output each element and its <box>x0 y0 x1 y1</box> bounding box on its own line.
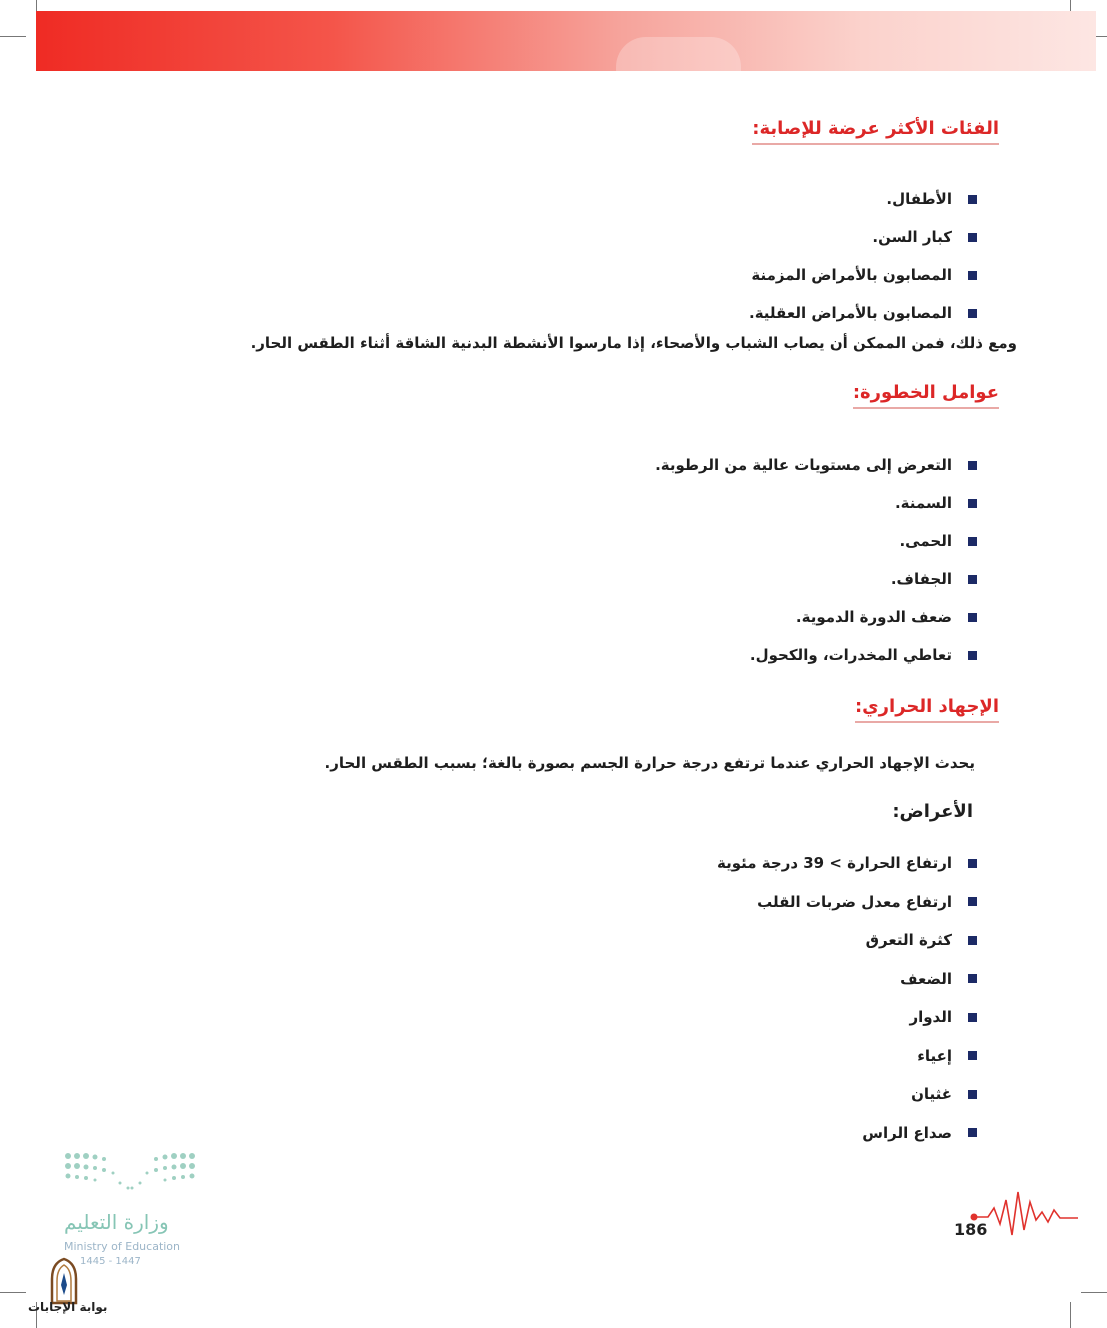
crop-mark <box>0 36 26 37</box>
ministry-name-english: Ministry of Education <box>64 1240 181 1253</box>
section-vulnerable-groups <box>199 118 1017 354</box>
main-content <box>199 118 1017 1152</box>
list-item: ارتفاع معدل ضربات القلب <box>199 883 999 922</box>
list-item: المصابون بالأمراض المزمنة <box>199 256 999 294</box>
site-label: بوابة الإجابات <box>28 1300 108 1314</box>
list-item: ارتفاع الحرارة > 39 درجة مئوية <box>199 844 999 883</box>
list-item: الجفاف. <box>199 560 999 598</box>
square-bullet-icon <box>968 897 977 906</box>
list-item: السمنة. <box>199 484 999 522</box>
list-item: الأطفال. <box>199 180 999 218</box>
list-item: صداع الراس <box>199 1114 999 1153</box>
list-item: الدوار <box>199 998 999 1037</box>
ministry-name-arabic: وزارة التعليم <box>64 1210 169 1234</box>
list-item: المصابون بالأمراض العقلية. <box>199 294 999 332</box>
square-bullet-icon <box>968 859 977 868</box>
list-item: تعاطي المخدرات، والكحول. <box>199 636 999 674</box>
square-bullet-icon <box>968 233 977 242</box>
list-item: ضعف الدورة الدموية. <box>199 598 999 636</box>
square-bullet-icon <box>968 499 977 508</box>
page-number: 186 <box>954 1220 988 1239</box>
symptoms-heading: الأعراض: <box>892 800 973 822</box>
bullet-list <box>199 844 999 1152</box>
heartbeat-pulse-icon <box>968 1190 1080 1245</box>
square-bullet-icon <box>968 1128 977 1137</box>
square-bullet-icon <box>968 936 977 945</box>
square-bullet-icon <box>968 1051 977 1060</box>
section-heading: الإجهاد الحراري: <box>855 696 999 723</box>
square-bullet-icon <box>968 1013 977 1022</box>
header-banner <box>36 11 1096 71</box>
ministry-logo <box>60 1150 205 1270</box>
ministry-dots-icon <box>60 1150 200 1195</box>
list-item: كثرة التعرق <box>199 921 999 960</box>
definition-paragraph: يحدث الإجهاد الحراري عندما ترتفع درجة حرارة الجسم بصورة بالغة؛ بسبب الطقس الحار. <box>324 754 975 772</box>
square-bullet-icon <box>968 613 977 622</box>
crop-mark <box>1081 1292 1107 1293</box>
square-bullet-icon <box>968 461 977 470</box>
section-heading: عوامل الخطورة: <box>853 382 999 409</box>
square-bullet-icon <box>968 271 977 280</box>
section-risk-factors <box>199 382 999 674</box>
ministry-years: 1445 - 1447 <box>80 1256 141 1267</box>
site-lantern-icon <box>28 1255 100 1305</box>
list-item: غثيان <box>199 1075 999 1114</box>
bullet-list <box>199 180 999 332</box>
square-bullet-icon <box>968 1090 977 1099</box>
list-item: إعياء <box>199 1037 999 1076</box>
square-bullet-icon <box>968 974 977 983</box>
crop-mark <box>1070 1302 1071 1328</box>
square-bullet-icon <box>968 651 977 660</box>
list-item: الحمى. <box>199 522 999 560</box>
section-heat-exhaustion <box>199 696 999 1152</box>
square-bullet-icon <box>968 195 977 204</box>
bullet-list <box>199 446 999 674</box>
list-item: الضعف <box>199 960 999 999</box>
list-item: كبار السن. <box>199 218 999 256</box>
list-item: التعرض إلى مستويات عالية من الرطوبة. <box>199 446 999 484</box>
square-bullet-icon <box>968 537 977 546</box>
crop-mark <box>0 1292 26 1293</box>
note-paragraph: ومع ذلك، فمن الممكن أن يصاب الشباب والأصحاء، إذا مارسوا الأنشطة البدنية الشاقة أثناء الطقس الحار. <box>250 334 1017 352</box>
section-heading: الفئات الأكثر عرضة للإصابة: <box>752 118 999 145</box>
square-bullet-icon <box>968 575 977 584</box>
banner-watermark <box>616 37 741 82</box>
square-bullet-icon <box>968 309 977 318</box>
